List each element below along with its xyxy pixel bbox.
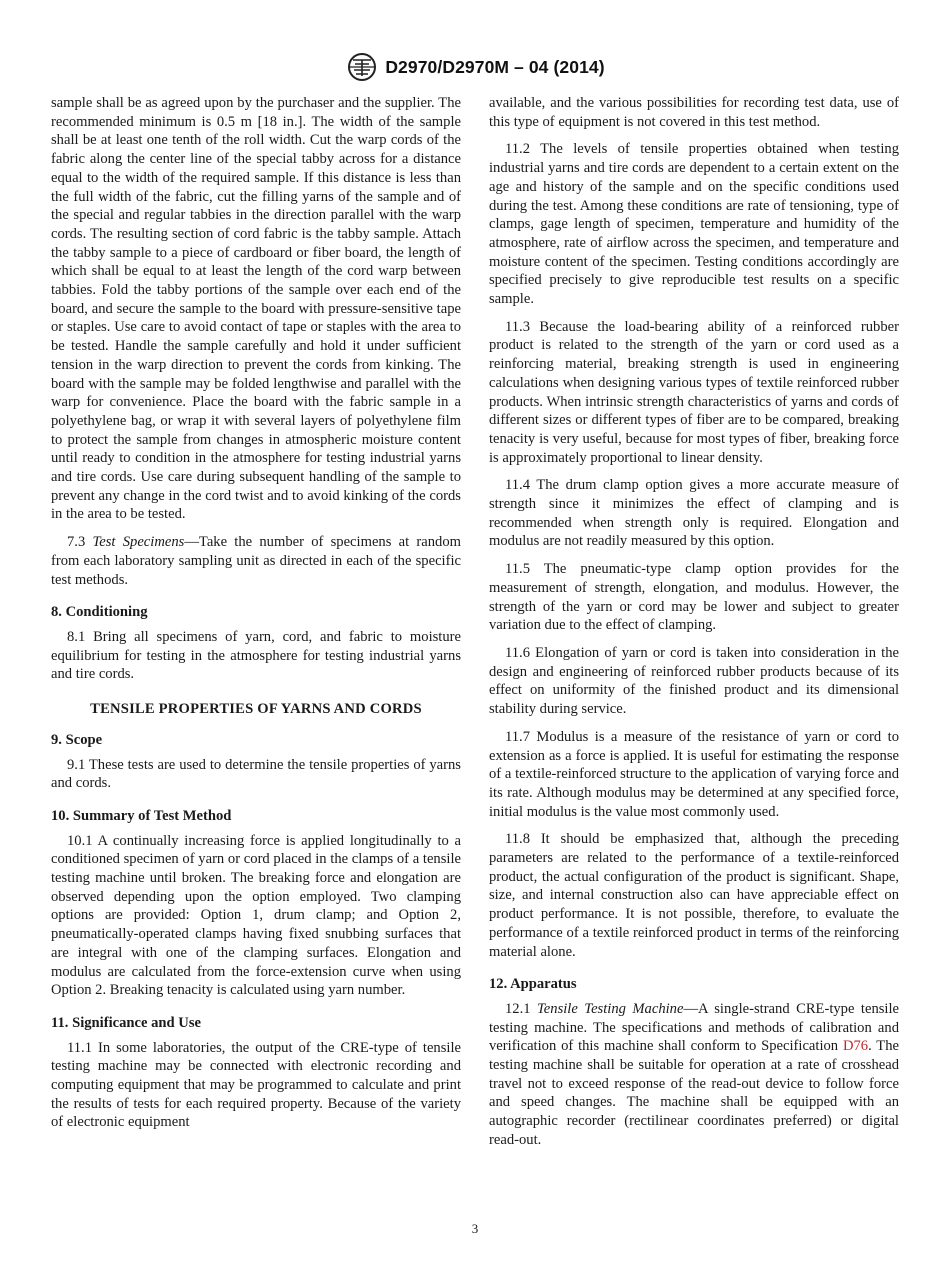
test-specimens-term: Test Specimens [92, 534, 185, 551]
paragraph-10-1: 10.1 A continually increasing force is applied longitudinally to a conditioned specimen of yarn or cord placed in the clamps of a tensile testing machine until broken. The breaking force and elongation are observed depending upon the option employed. Two clamping options are provided: Option 1, drum clamp; and Option 2, pneumatically-operated clamps having fixed snubbing surfaces that are integral with one of the clamping surfaces. Elongation and modulus are calculated from the force-extension curve when using Option 2. Breaking tenacity is calculated using yarn number. [51, 832, 461, 999]
paragraph-11-8: 11.8 It should be emphasized that, although the preceding parameters are related to the performance of a textile-reinforced product, the actual configuration of the product is significant. Shape, size, and internal construction also can have appreciable effect on product performance. It is not possible, therefore, to evaluate the performance of a textile reinforced product in terms of the reinforcing material alone. [489, 831, 899, 960]
sample-paragraph: sample shall be as agreed upon by the purchaser and the supplier. The recommended minimum is 0.5 m [18 in.]. The width of the sample shall be at least one tenth of the roll width. Cut the warp cords of the fabric along the center line of the special tabby across for a distance equal to the width of the required sample. If this distance is less than the full width of the fabric, cut the filling yarns of the sample and of the special and regular tabbies in the direction parallel with the warp cords. The resulting section of cord fabric is the tabby sample. Attach the tabby sample to a piece of cardboard or fiber board, the length of which shall be equal to at least the length of the cord warp between tabbies. Fold the tabby portions of the sample over each end of the board, and secure the sample to the board with pressure-sensitive tape or staples. Use care to avoid contact of tape or staples with the area to be tested. Handle the sample carefully and hold it under sufficient tension in the warp direction to prevent the cords from kinking. The board with the sample may be folded lengthwise and parallel with the warp for convenience. Place the board with the fabric sample in a polyethylene bag, or wrap it with several layers of polyethylene film to protect the sample from changes in atmospheric moisture content until ready to condition in the atmosphere for testing industrial yarns and tire cords. Use care during subsequent handling of the sample to prevent any change in the cord twist and to avoid kinking of the cords in the area to be tested. [51, 95, 461, 523]
left-column [51, 94, 461, 1132]
paragraph-11-5: 11.5 The pneumatic-type clamp option provides for the measurement of strength, elongation, and modulus. However, the strength of the yarn or cord may be lower and subject to greater variation due to the effect of clamping. [489, 561, 899, 634]
paragraph-11-4: 11.4 The drum clamp option gives a more accurate measure of strength since it minimizes the effect of clamping and is recommended when strength only is required. Elongation and modulus are not readily measured by this option. [489, 477, 899, 550]
right-column [489, 94, 899, 1150]
document-designation: D2970/D2970M – 04 (2014) [385, 56, 605, 77]
paragraph-11-7: 11.7 Modulus is a measure of the resistance of yarn or cord to extension as a force is applied. It is useful for estimating the response of a textile-reinforced structure to the application of varying force and its rate. Although modulus may be determined at any specified force, initial modulus is the value most commonly used. [489, 728, 899, 820]
section-heading-tensile: TENSILE PROPERTIES OF YARNS AND CORDS [90, 701, 422, 718]
astm-logo [345, 52, 379, 82]
heading-significance: 11. Significance and Use [51, 1014, 202, 1031]
heading-scope: 9. Scope [51, 731, 103, 748]
page-number: 3 [471, 1221, 479, 1236]
paragraph-8-1: 8.1 Bring all specimens of yarn, cord, and fabric to moisture equilibrium for testing in the atmosphere for testing industrial yarns and tire cords. [51, 628, 461, 683]
tensile-testing-machine-term: Tensile Testing Machine [537, 1000, 684, 1017]
heading-conditioning: 8. Conditioning [51, 604, 148, 621]
paragraph-12-1: 12.1 Tensile Testing Machine—A single-strand CRE-type tensile testing machine. The specifications and methods of calibration and verification of this machine shall conform to Specification D76. The testing machine shall be suitable for operation at a rate of crosshead travel not to exceed response of the read-out device to follow force and speed changes. The machine shall be equipped with an autographic recorder (rectilinear coordinates preferred) or digital read-out. [489, 1000, 900, 1148]
paragraph-11-1-cont: available, and the various possibilities for recording test data, use of this type of equipment is not covered in this test method. [489, 95, 899, 130]
paragraph-11-3: 11.3 Because the load-bearing ability of a reinforced rubber product is related to the strength of the yarn or cord used as a reinforcing material, breaking strength is used in engineering calculations when designing various types of textile reinforced rubber products. When intrinsic strength characteristics of yarns and cords of different sizes or different types of fiber are to be compared, breaking tenacity is very useful, because for most types of fiber, breaking force is approximately proportional to linear density. [489, 318, 899, 466]
paragraph-7-3: 7.3 Test Specimens—Take the number of specimens at random from each laboratory sampling unit as directed in each of the specific test methods. [51, 534, 461, 588]
d76-link[interactable]: D76 [842, 1038, 869, 1055]
heading-apparatus: 12. Apparatus [489, 976, 577, 993]
paragraph-11-6: 11.6 Elongation of yarn or cord is taken into consideration in the design and engineering of reinforced rubber products because of its effect on uniformity of the finished product and its dimensional stability during service. [489, 644, 899, 718]
paragraph-9-1: 9.1 These tests are used to determine the tensile properties of yarns and cords. [51, 756, 461, 792]
page-header [0, 52, 950, 82]
heading-summary: 10. Summary of Test Method [51, 807, 232, 824]
paragraph-11-2: 11.2 The levels of tensile properties obtained when testing industrial yarns and tire cords are dependent to a certain extent on the age and history of the sample and on the specific conditions used during the test. Among these conditions are rate of tensioning, type of clamps, gage length of specimen, temperature and humidity of the atmosphere, rate of airflow across the specimen, and temperature and moisture content of the specimen. Testing conditions accordingly are specified precisely to give reproducible test results on a specific sample. [489, 141, 899, 308]
paragraph-11-1: 11.1 In some laboratories, the output of the CRE-type of tensile testing machine may be connected with electronic recording and computing equipment that may be programmed to calculate and print the results of tests for each required property. Because of the variety of electronic equipment [51, 1039, 461, 1131]
